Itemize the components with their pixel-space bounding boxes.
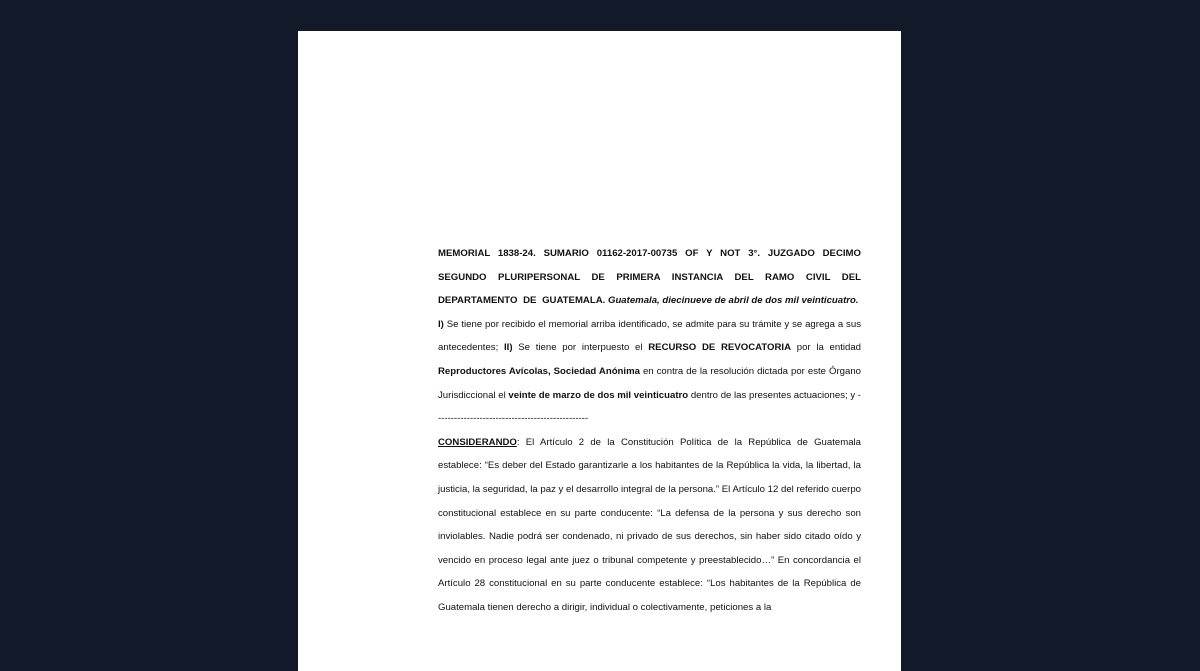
document-body [438,242,861,620]
entity-name: Reproductores Avícolas, Sociedad Anónima [438,365,640,377]
resolution-paragraph [438,313,861,431]
document-header [438,242,861,313]
paragraph-text: dentro de las presentes actuaciones; y ------------------------------------------------ [438,389,861,425]
paragraph-text: : El Artículo 2 de la Constitución Política de la República de Guatemala establece: “Es deber del Estado garantizarle a los habitantes de la República la vida, la libertad, la justicia, la seguridad, la paz y el desarrollo integral de la persona.” El Artículo 12 del referido cuerpo constitucional establece en su parte conducente: “La defensa de la persona y sus derecho son inviolables. Nadie podrá ser condenado, ni privado de sus derechos, sin haber sido citado oído y vencido en proceso legal ante juez o tribunal competente y preestablecido…” En concordancia el Artículo 28 constitucional en su parte conducente establece: “Los habitantes de la República de Guatemala tienen derecho a dirigir, individual o colectivamente, peticiones a la [438,436,861,613]
considerando-label: CONSIDERANDO [438,436,517,448]
paragraph-text: Se tiene por interpuesto el [512,342,649,354]
considerando-paragraph [438,431,861,620]
paragraph-text: en contra de la resolución dictada por este Órgano Jurisdiccional el [438,365,861,401]
document-page [298,31,901,671]
paragraph-text: por la entidad [791,342,861,354]
resolution-date-bold: veinte de marzo de dos mil veinticuatro [508,389,689,401]
paragraph-text: Se tiene por recibido el memorial arriba identificado, se admite para su trámite y se agrega a sus antecedentes; [438,318,861,354]
item-marker-ii: II) [504,342,513,354]
case-reference: MEMORIAL 1838-24. SUMARIO 01162-2017-00735 OF Y NOT 3°. JUZGADO DECIMO SEGUNDO PLURIPERSONAL DE PRIMERA INSTANCIA DEL RAMO CIVIL DEL DEPARTAMENTO DE GUATEMALA. [438,248,861,307]
recurso-title: RECURSO DE REVOCATORIA [648,342,792,354]
item-marker-i: I) [438,318,444,330]
resolution-date: Guatemala, diecinueve de abril de dos mil veinticuatro. [607,295,859,307]
